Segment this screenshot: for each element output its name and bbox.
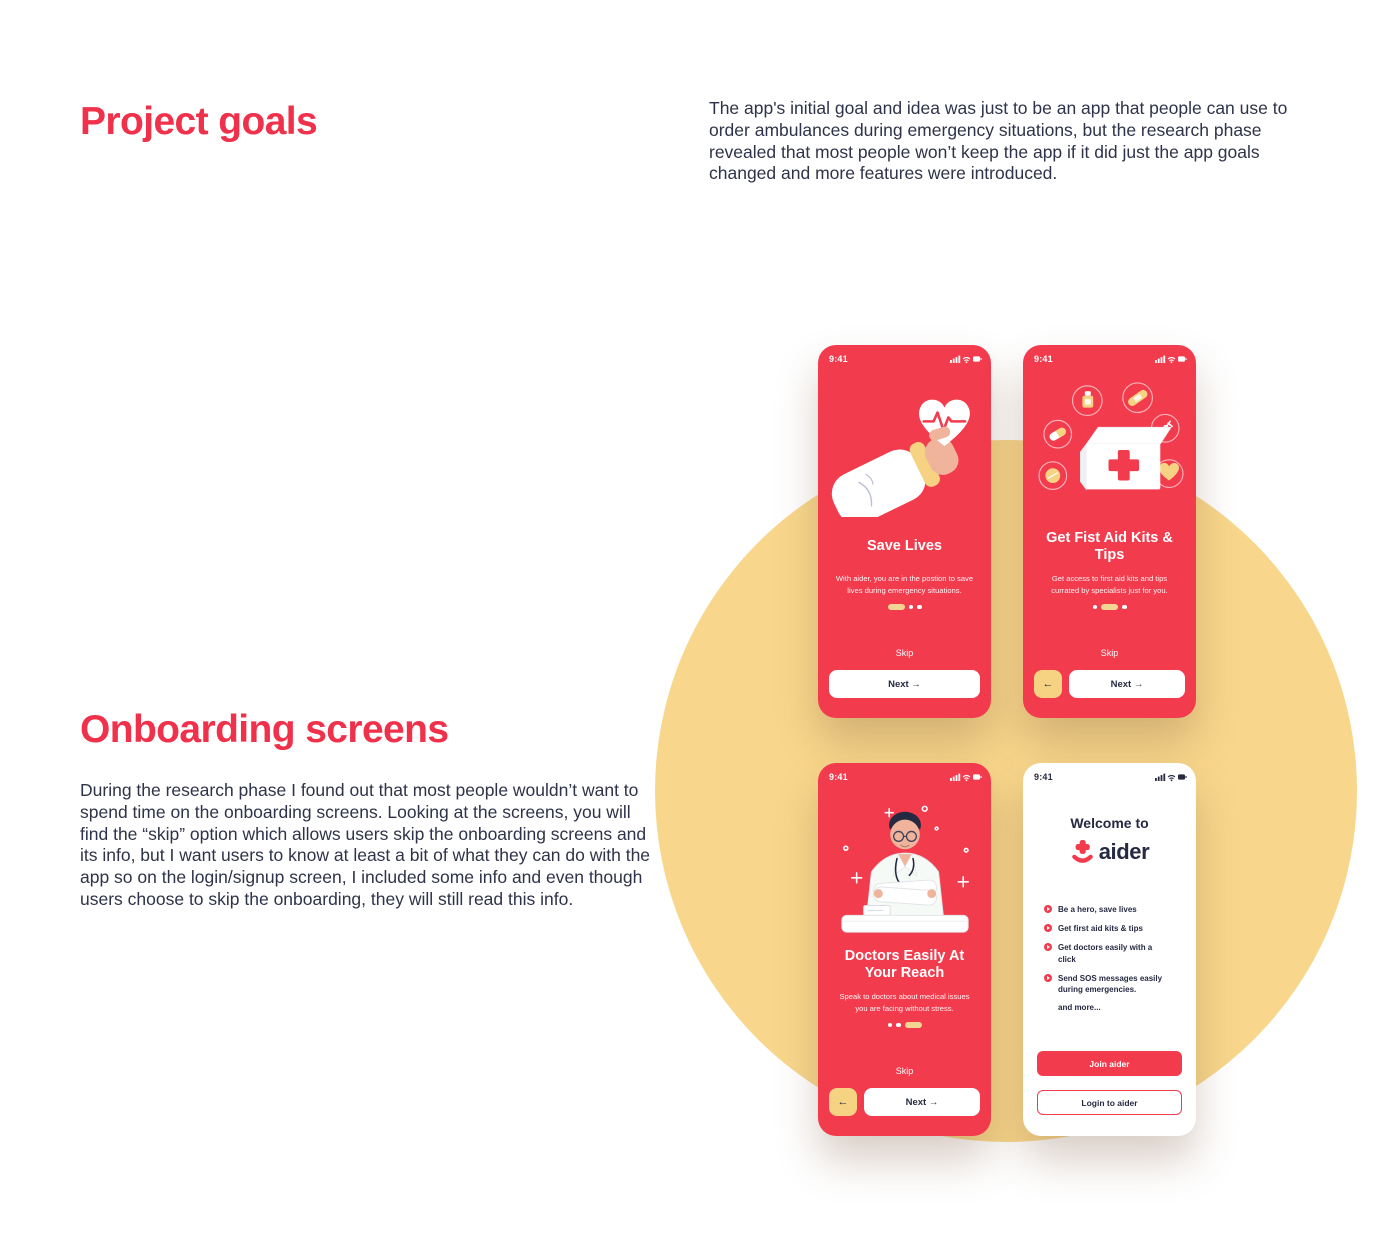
arrow-circle-bullet-icon bbox=[1044, 943, 1052, 951]
skip-button[interactable]: Skip bbox=[895, 1066, 914, 1076]
signal-wifi-battery-icon bbox=[1155, 772, 1187, 782]
status-icons bbox=[950, 354, 982, 364]
signal-wifi-battery-icon bbox=[950, 354, 982, 364]
status-time: 9:41 bbox=[829, 354, 848, 364]
skip-button[interactable]: Skip bbox=[1100, 648, 1119, 658]
skip-button[interactable]: Skip bbox=[895, 648, 914, 658]
first-aid-kit-illustration bbox=[1023, 373, 1196, 521]
aider-logo bbox=[1023, 839, 1196, 870]
dot-active bbox=[888, 604, 905, 610]
signal-wifi-battery-icon bbox=[1155, 354, 1187, 364]
status-time: 9:41 bbox=[829, 772, 848, 782]
feature-text: Send SOS messages easily during emergencies. bbox=[1058, 973, 1163, 994]
arrow-circle-bullet-icon bbox=[1044, 974, 1052, 982]
status-time: 9:41 bbox=[1034, 772, 1053, 782]
onboarding-subtitle: Speak to doctors about medical issues you are facing without stress. bbox=[839, 992, 970, 1013]
dot bbox=[888, 1023, 893, 1028]
dot bbox=[1122, 605, 1127, 610]
onboarding-title: Get Fist Aid Kits & Tips bbox=[1046, 529, 1173, 563]
onboarding-subtitle: Get access to first aid kits and tips currated by specialists just for you. bbox=[1051, 574, 1168, 595]
status-bar bbox=[1034, 353, 1187, 365]
dot bbox=[896, 1023, 901, 1028]
onboarding-title: Doctors Easily At Your Reach bbox=[844, 947, 965, 981]
dot bbox=[1093, 605, 1098, 610]
dot-active bbox=[905, 1022, 922, 1028]
list-item bbox=[1044, 904, 1188, 915]
back-button[interactable]: ← bbox=[829, 1088, 857, 1116]
hand-holding-heart-illustration bbox=[818, 373, 991, 521]
dot bbox=[917, 605, 922, 610]
and-more-label: and more... bbox=[1058, 1003, 1101, 1013]
list-item bbox=[1044, 923, 1188, 934]
status-icons bbox=[1155, 772, 1187, 782]
feature-list bbox=[1044, 904, 1188, 1012]
list-item bbox=[1044, 973, 1188, 995]
dot-active bbox=[1101, 604, 1118, 610]
arrow-circle-bullet-icon bbox=[1044, 905, 1052, 913]
dot bbox=[909, 605, 914, 610]
status-icons bbox=[950, 772, 982, 782]
project-goals-paragraph: The app's initial goal and idea was just to be an app that people can use to order ambulances during emergency situations, but the research phase revealed that most people won’t keep the app if it did just the app goals changed and more features were introduced. bbox=[709, 98, 1288, 184]
project-goals-heading: Project goals bbox=[80, 100, 318, 143]
onboarding-nav-row bbox=[829, 1088, 980, 1116]
status-time: 9:41 bbox=[1034, 354, 1053, 364]
page-indicator-dots bbox=[818, 1022, 991, 1028]
onboarding-nav-row bbox=[829, 670, 980, 698]
onboarding-title: Save Lives bbox=[867, 538, 942, 555]
phone-mockup-welcome bbox=[1023, 763, 1196, 1136]
next-button[interactable]: Next → bbox=[829, 670, 980, 698]
next-button[interactable]: Next → bbox=[864, 1088, 980, 1116]
arrow-circle-bullet-icon bbox=[1044, 924, 1052, 932]
next-button[interactable]: Next → bbox=[1069, 670, 1185, 698]
status-bar bbox=[1034, 771, 1187, 783]
status-bar bbox=[829, 353, 982, 365]
status-bar bbox=[829, 771, 982, 783]
page-indicator-dots bbox=[1023, 604, 1196, 610]
page-indicator-dots bbox=[818, 604, 991, 610]
phone-mockup-doctors bbox=[818, 763, 991, 1136]
brand-name: aider bbox=[1098, 839, 1150, 864]
onboarding-nav-row bbox=[1034, 670, 1185, 698]
onboarding-paragraph: During the research phase I found out that most people wouldn’t want to spend time on the onboarding screens. Looking at the screens, you will find the “skip” option which allows users skip the onboarding screens and its info, but I want users to know at least a bit of what they can do with the app so on the login/signup screen, I included some info and even though users choose to skip the onboarding, they will still read this info. bbox=[80, 780, 651, 909]
yellow-circle-backdrop bbox=[655, 440, 1357, 1142]
phone-mockup-save-lives bbox=[818, 345, 991, 718]
onboarding-subtitle: With aider, you are in the postion to save lives during emergency situations. bbox=[835, 574, 974, 595]
phone-mockup-first-aid bbox=[1023, 345, 1196, 718]
signal-wifi-battery-icon bbox=[950, 772, 982, 782]
list-item bbox=[1044, 942, 1188, 964]
doctor-illustration bbox=[818, 791, 991, 939]
aider-logo-icon bbox=[1070, 839, 1095, 870]
feature-text: Get doctors easily with a click bbox=[1058, 943, 1153, 964]
feature-text: Be a hero, save lives bbox=[1058, 905, 1137, 914]
welcome-label: Welcome to bbox=[1070, 815, 1149, 831]
join-aider-button[interactable]: Join aider bbox=[1037, 1051, 1182, 1076]
back-button[interactable]: ← bbox=[1034, 670, 1062, 698]
onboarding-screens-heading: Onboarding screens bbox=[80, 708, 449, 751]
feature-text: Get first aid kits & tips bbox=[1058, 924, 1143, 934]
status-icons bbox=[1155, 354, 1187, 364]
login-to-aider-button[interactable]: Login to aider bbox=[1037, 1090, 1182, 1115]
